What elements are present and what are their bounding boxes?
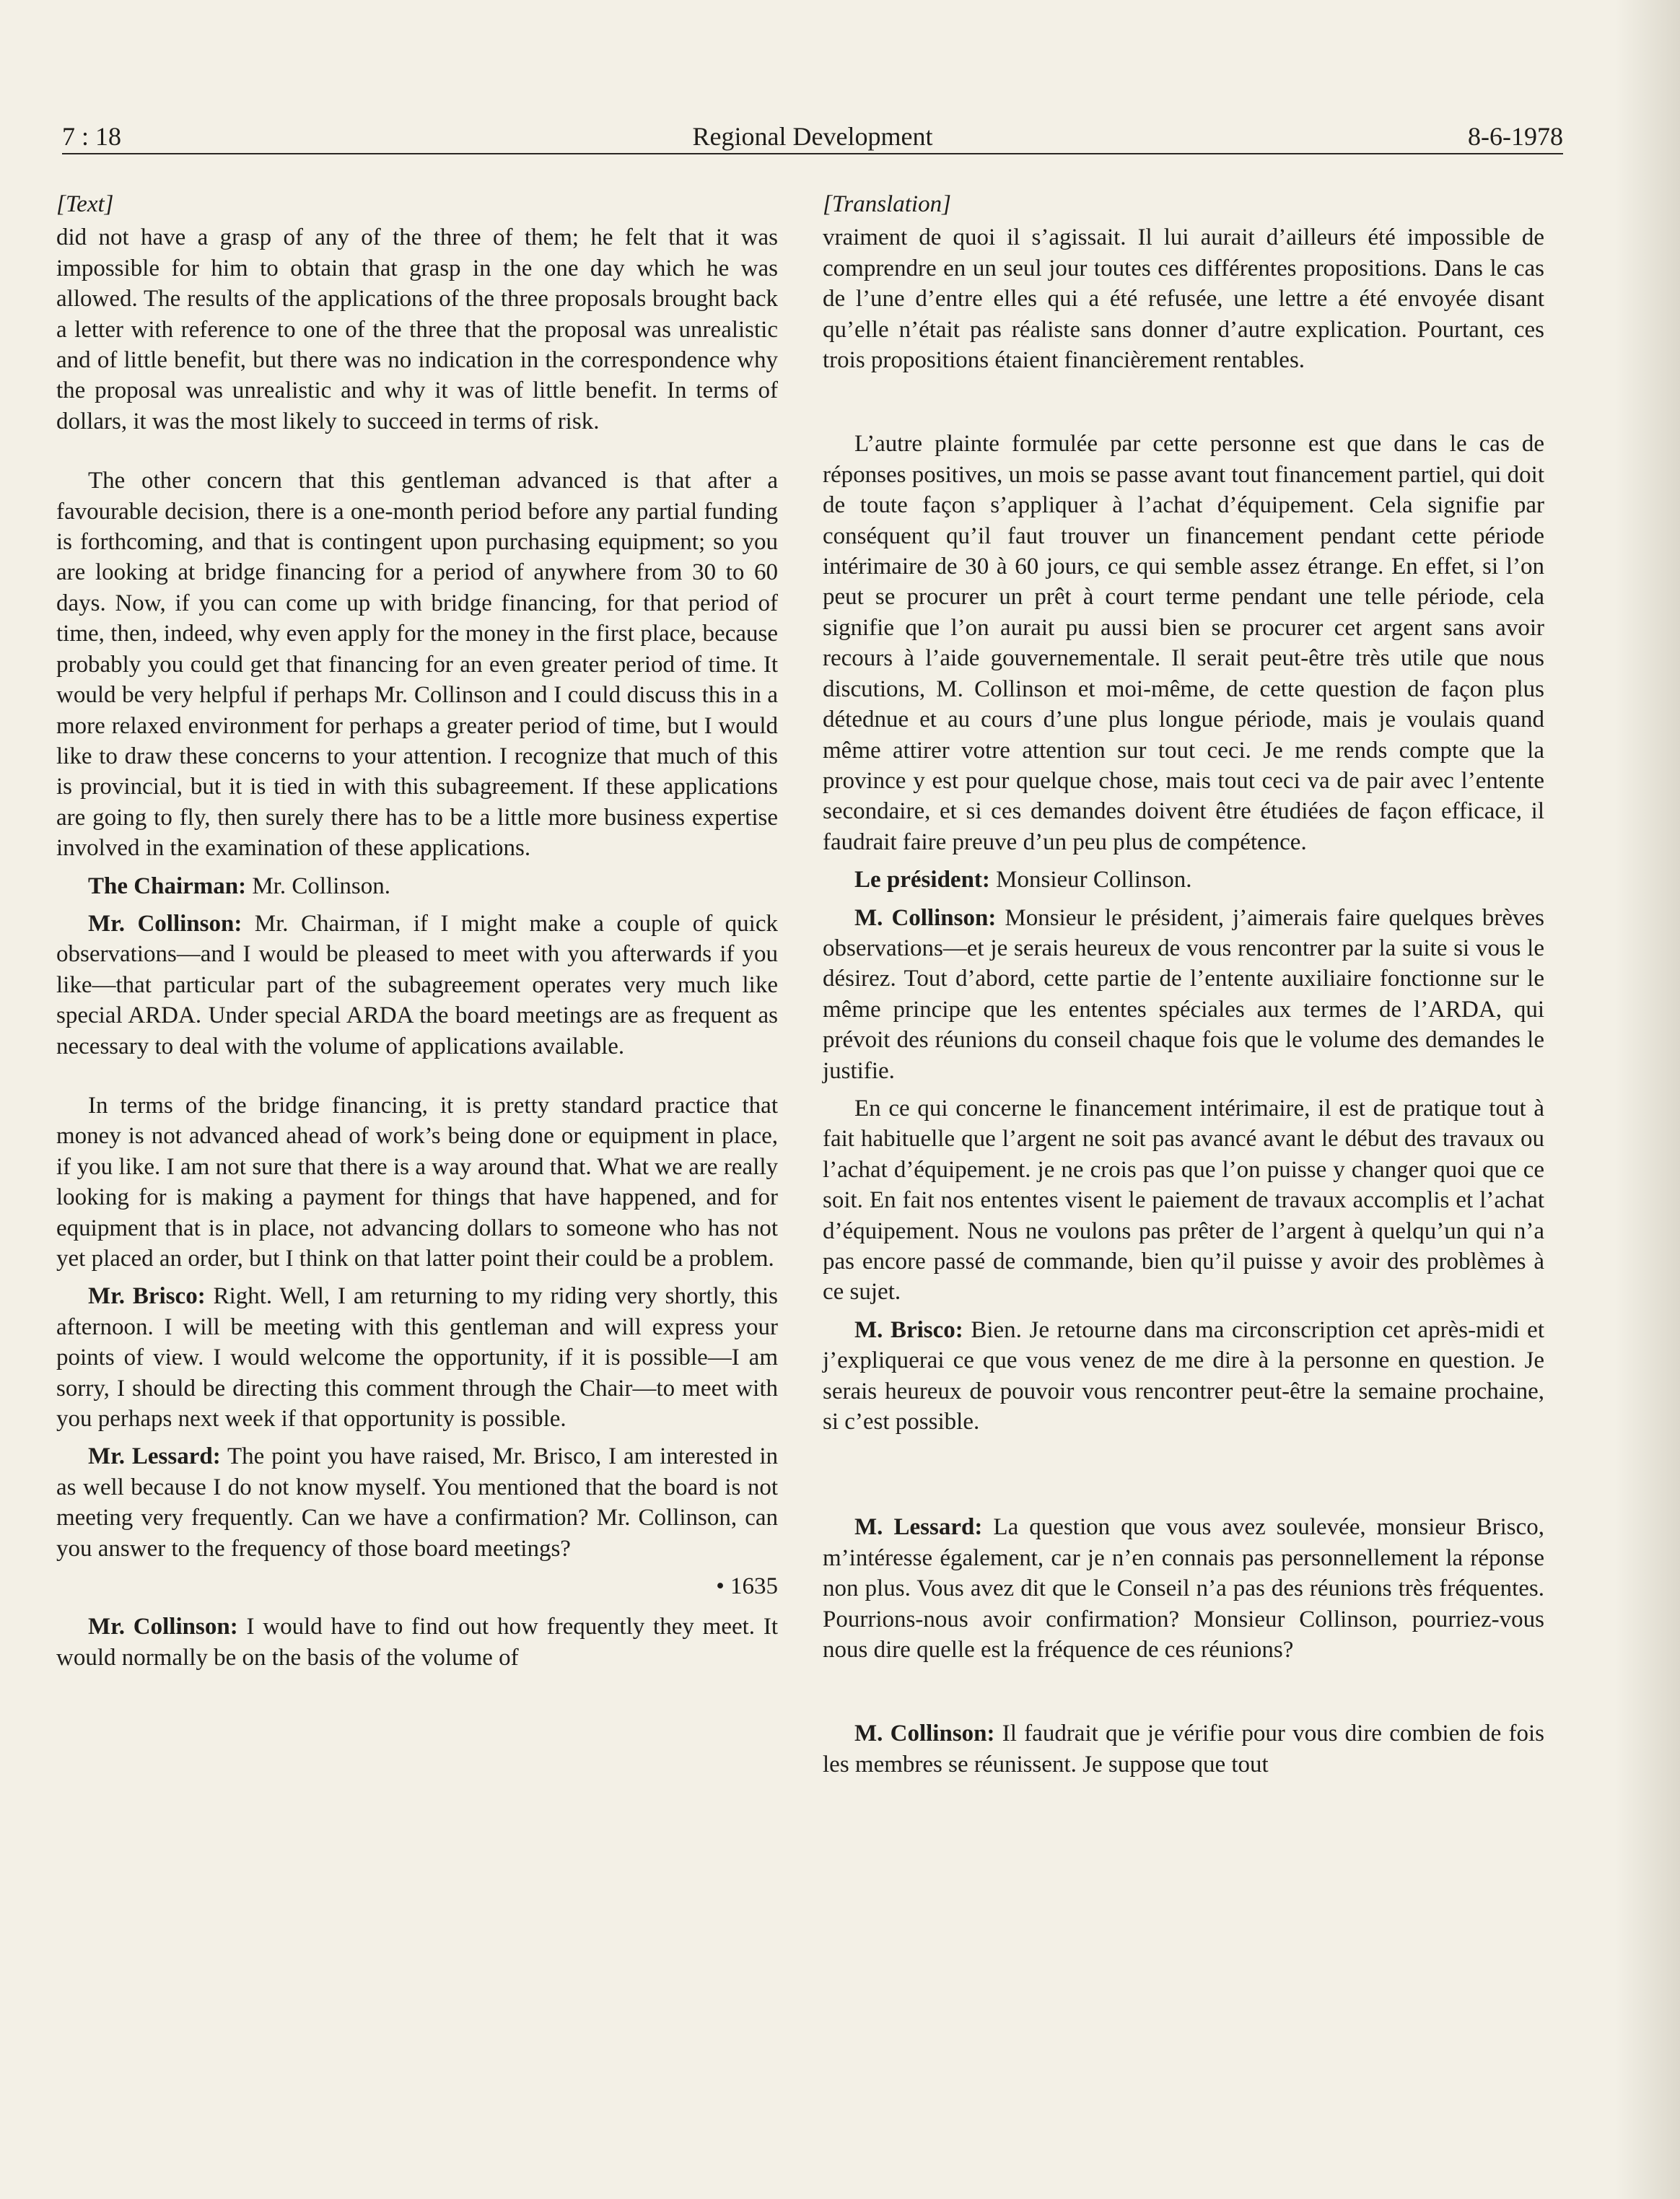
speaker-name: Mr. Collinson: (88, 910, 242, 937)
speaker-name: Mr. Collinson: (88, 1614, 238, 1640)
paragraph (823, 903, 1544, 1086)
page-number: 7 : 18 (62, 122, 122, 151)
column-tag: [Translation] (823, 191, 951, 217)
speech-text: Mr. Chairman, if I might make a couple of quick observations—and I would be pleased to meet with you afterwards if you like—that particular part of the subagreement operates very much like special ARDA. Under special ARDA the board meetings are as frequent as necessary to deal with the volume of applications available. (56, 910, 779, 1059)
speech-text: La question que vous avez soulevée, monsieur Brisco, m’intéresse également, car je n’en connais pas personnellement la réponse non plus. Vous avez dit que le Conseil n’a pas des réunions très fréquentes. Pourrions-nous avoir confirmation? Monsieur Collinson, pourriez-vous nous dire quelle est la fréquence de ces réunions? (823, 1514, 1544, 1664)
paragraph (823, 1315, 1544, 1438)
running-title: Regional Development (692, 122, 933, 151)
english-column (56, 189, 778, 1680)
speaker-name: The Chairman: (88, 873, 247, 899)
page-header (62, 120, 1563, 163)
paragraph (56, 1281, 778, 1434)
speech-text: Il faudrait que je vérifie pour vous dire combien de fois les membres se réunissent. Je suppose que tout (823, 1721, 1544, 1778)
paragraph: vraiment de quoi il s’agissait. Il lui aurait d’ailleurs été impossible de comprendre en un seul jour toutes ces différentes propositions. Dans le cas de l’une d’entre elles qui a été refusée, une lettre a été envoyée disant qu’elle n’était pas réaliste sans donner d’autre explication. Pourtant, ces trois propositions étaient financièrement rentables. (823, 224, 1544, 374)
speech-text: Right. Well, I am returning to my riding very shortly, this afternoon. I will be meeting with this gentleman and will express your points of view. I would welcome the opportunity, if it is possible—I am sorry, I should be directing this comment through the Chair—to meet with you perhaps next week if that opportunity is possible. (56, 1283, 778, 1433)
paragraph (56, 909, 778, 1062)
paragraph: In terms of the bridge financing, it is pretty standard practice that money is not advanced ahead of work’s being done or equipment in place, if you like. I am not sure that there is a way around that. What we are really looking for is making a payment for things that have happened, and for equipment that is in place, not advancing dollars to someone who has not yet placed an order, but I think on that latter point their could be a problem. (56, 1092, 778, 1272)
speaker-name: Mr. Brisco: (88, 1283, 206, 1310)
paragraph (56, 1612, 778, 1673)
paragraph (823, 1718, 1544, 1780)
page-date: 8-6-1978 (1468, 122, 1563, 151)
speaker-name: M. Lessard: (854, 1514, 983, 1541)
paragraph (823, 1512, 1544, 1665)
speaker-name: Le président: (854, 867, 990, 893)
speech-text: Mr. Collinson. (246, 873, 390, 899)
speech-text: Monsieur le président, j’aimerais faire quelques brèves observations—et je serais heureux de vous rencontrer par la suite si vous le désirez. Tout d’abord, cette partie de l’entente auxiliaire fonctionne sur le même principe que les ententes spéciales aux termes de l’ARDA, qui prévoit des réunions du conseil chaque fois que le volume des demandes le justifie. (823, 904, 1544, 1084)
paragraph: L’autre plainte formulée par cette personne est que dans le cas de réponses positives, un mois se passe avant tout financement partiel, qui doit de toute façon s’appliquer à l’achat d’équipement. Cela signifie par conséquent qu’il faut trouver un financement pendant cette période intérimaire de 30 à 60 jours, ce qui semble assez étrange. En effet, si l’on peut se procurer un prêt à court terme pendant une telle période, cela signifie que l’on aurait pu aussi bien se procurer cet argent sans avoir recours à l’aide gouvernementale. Il serait peut-être très utile que nous discutions, M. Collinson et moi-même, de cette question de façon plus détednue et au cours d’une plus longue période, mais je voulais quand même attirer votre attention sur tout ceci. Je me rends compte que la province y est pour quelque chose, mais tout ceci va de pair avec l’entente secondaire, et si ces demandes doivent être étudiées de façon efficace, il faudrait faire preuve d’un peu plus de compétence. (823, 431, 1544, 855)
french-column (823, 189, 1544, 1787)
paragraph: The other concern that this gentleman advanced is that after a favourable decision, there is a one-month period before any partial funding is forthcoming, and that is contingent upon purchasing equipment; so you are looking at bridge financing for a period of anywhere from 30 to 60 days. Now, if you can come up with bridge financing, for that period of time, then, indeed, why even apply for the money in the first place, because probably you could get that financing for an even greater period of time. It would be very helpful if perhaps Mr. Collinson and I could discuss this in a more relaxed environment for perhaps a greater period of time, but I would like to draw these concerns to your attention. I recognize that much of this is provincial, but it is tied in with this subagreement. If these applications are going to fly, then surely there has to be a little more business expertise involved in the examination of these applications. (56, 468, 778, 862)
speech-text: Monsieur Collinson. (989, 867, 1192, 893)
time-marker: • 1635 (716, 1573, 778, 1600)
paragraph (56, 871, 778, 901)
header-rule (62, 153, 1563, 154)
speaker-name: M. Collinson: (854, 904, 997, 931)
speech-text: I would have to find out how frequently they meet. It would normally be on the basis of the volume of (56, 1614, 778, 1671)
speaker-name: Mr. Lessard: (88, 1443, 221, 1470)
paragraph (823, 865, 1544, 895)
page-edge-shadow (1615, 0, 1680, 2199)
paragraph: did not have a grasp of any of the three of them; he felt that it was impossible for him to obtain that grasp in the one day which he was allowed. The results of the applications of the three proposals brought back a letter with reference to one of the three that the proposal was unrealistic and of little benefit, but there was no indication in the correspondence why the proposal was unrealistic and why it was of little benefit. In terms of dollars, it was the most likely to succeed in terms of risk. (56, 224, 778, 434)
paragraph (56, 1441, 778, 1564)
speaker-name: M. Collinson: (854, 1721, 995, 1747)
speaker-name: M. Brisco: (854, 1316, 963, 1343)
speech-text: The point you have raised, Mr. Brisco, I am interested in as well because I do not know myself. You mentioned that the board is not meeting very frequently. Can we have a confirmation? Mr. Collinson, can you answer to the frequency of those board meetings? (56, 1443, 778, 1562)
column-tag: [Text] (56, 191, 114, 217)
paragraph: En ce qui concerne le financement intérimaire, il est de pratique tout à fait habituelle que l’argent ne soit pas avancé avant le début des travaux ou l’achat d’équipement. je ne crois pas que l’on puisse y changer quoi que ce soit. En fait nos ententes visent le paiement de travaux accomplis et l’achat d’équipement. Nous ne voulons pas prêter de l’argent à quelqu’un qui n’a pas encore passé de commande, bien qu’il puisse y avoir des problèmes à ce sujet. (823, 1095, 1544, 1306)
speech-text: Bien. Je retourne dans ma circonscription cet après-midi et j’expliquerai ce que vous venez de me dire à la personne en question. Je serais heureux de pouvoir vous rencontrer peut-être la semaine prochaine, si c’est possible. (823, 1316, 1545, 1435)
